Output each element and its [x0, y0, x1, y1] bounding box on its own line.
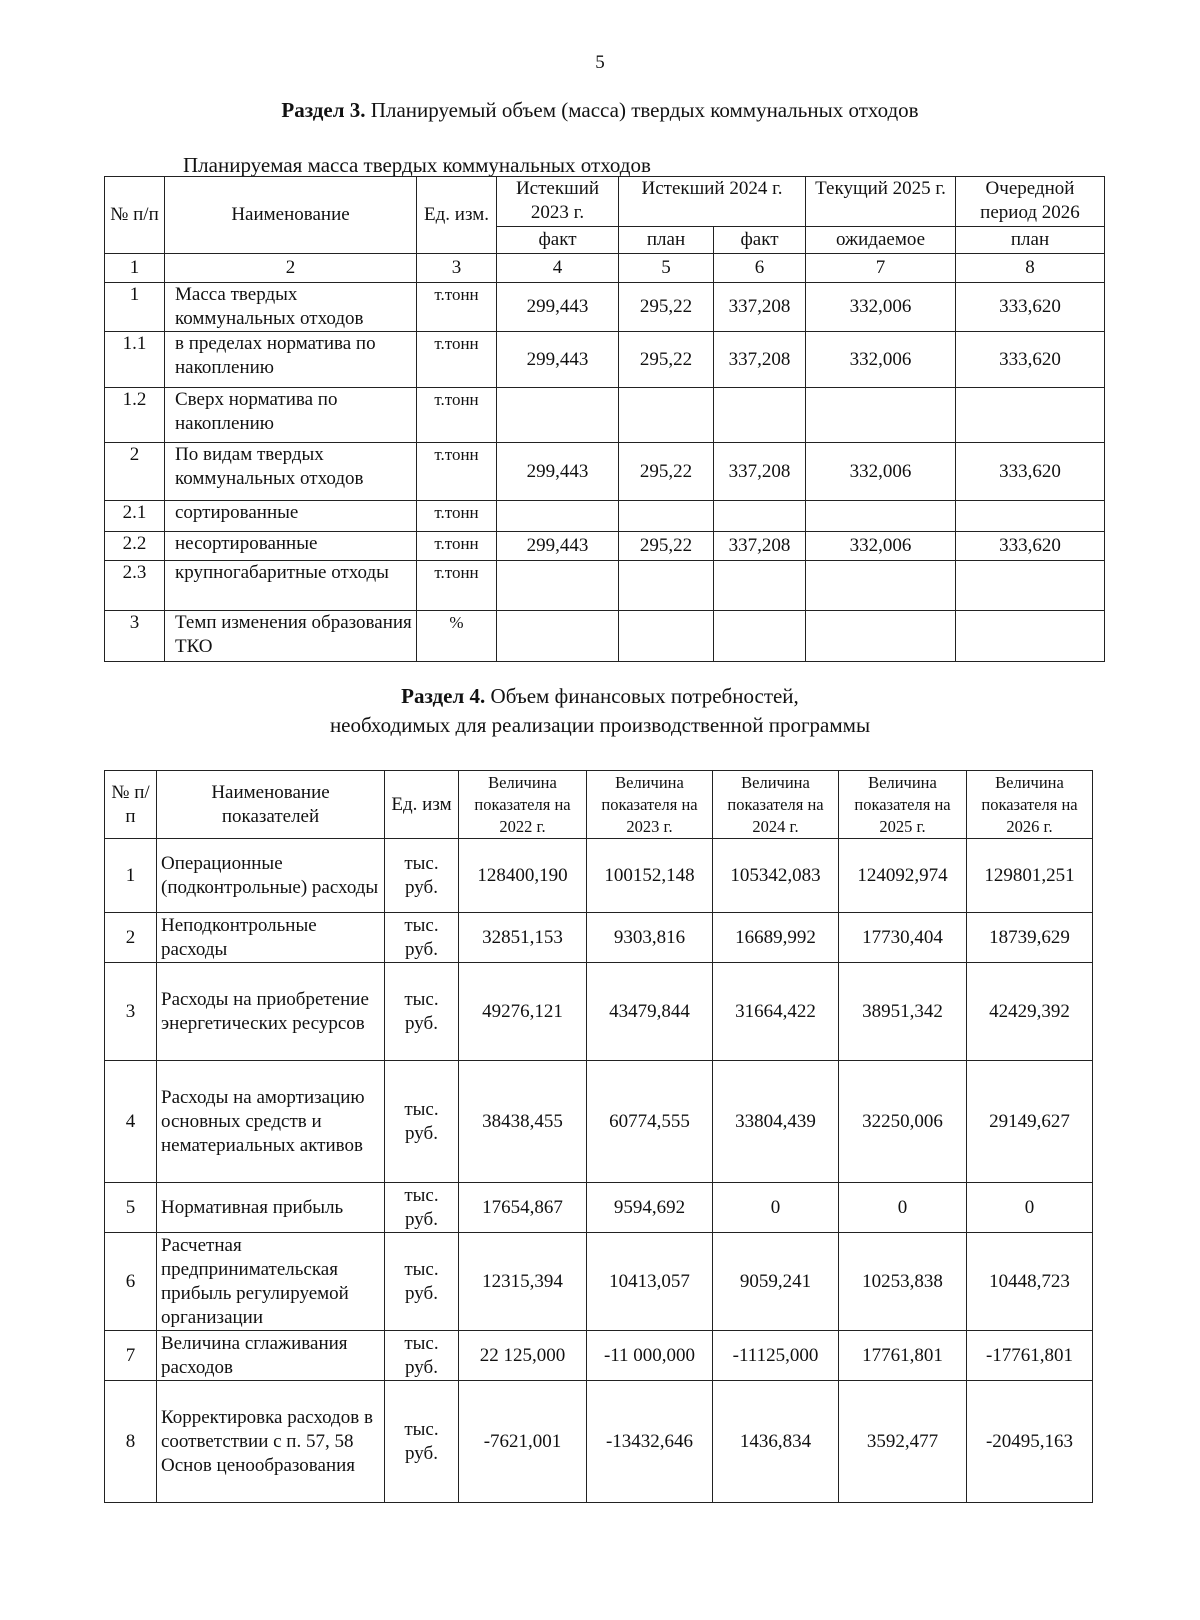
value-cell: 295,22 [619, 532, 714, 561]
header-2026: Очередной период 2026 [956, 177, 1105, 227]
row-num: 2 [105, 443, 165, 501]
row-unit: тыс. руб. [385, 1183, 459, 1233]
value-cell: 337,208 [714, 332, 806, 388]
row-num: 1 [105, 283, 165, 332]
value-cell: 333,620 [956, 443, 1105, 501]
col-number: 7 [806, 254, 956, 283]
header-year-2022: Величина показателя на 2022 г. [459, 771, 587, 839]
value-cell [714, 561, 806, 611]
value-cell: 124092,974 [839, 839, 967, 913]
header-year-2026: Величина показателя на 2026 г. [967, 771, 1093, 839]
value-cell [497, 561, 619, 611]
value-cell: -7621,001 [459, 1381, 587, 1503]
table-row [105, 332, 1105, 388]
value-cell: 10448,723 [967, 1233, 1093, 1331]
row-num: 7 [105, 1331, 157, 1381]
row-name: Расходы на приобретение энергетических ресурсов [157, 963, 385, 1061]
value-cell: 332,006 [806, 443, 956, 501]
value-cell: 38438,455 [459, 1061, 587, 1183]
row-name: Нормативная прибыль [157, 1183, 385, 1233]
row-unit: тыс. руб. [385, 1331, 459, 1381]
table-row [105, 963, 1093, 1061]
value-cell: 299,443 [497, 532, 619, 561]
value-cell [806, 388, 956, 443]
col-number: 3 [417, 254, 497, 283]
row-name: Расчетная предпринимательская прибыль регулируемой организации [157, 1233, 385, 1331]
row-num: 1 [105, 839, 157, 913]
row-num: 1.1 [105, 332, 165, 388]
row-unit: т.тонн [417, 501, 497, 532]
value-cell: 295,22 [619, 283, 714, 332]
value-cell: 33804,439 [713, 1061, 839, 1183]
value-cell: 100152,148 [587, 839, 713, 913]
page-number: 5 [595, 52, 605, 73]
header-2023: Истекший 2023 г. [497, 177, 619, 227]
row-num: 4 [105, 1061, 157, 1183]
value-cell: -20495,163 [967, 1381, 1093, 1503]
value-cell: 333,620 [956, 332, 1105, 388]
section4-label: Раздел 4. [401, 684, 486, 708]
col-number: 6 [714, 254, 806, 283]
header-year-2025: Величина показателя на 2025 г. [839, 771, 967, 839]
table-row [105, 611, 1105, 662]
row-num: 3 [105, 963, 157, 1061]
row-unit: тыс. руб. [385, 1061, 459, 1183]
value-cell [956, 561, 1105, 611]
value-cell [956, 611, 1105, 662]
value-cell: 42429,392 [967, 963, 1093, 1061]
table-row [105, 1061, 1093, 1183]
value-cell [714, 611, 806, 662]
value-cell: 38951,342 [839, 963, 967, 1061]
row-num: 2.2 [105, 532, 165, 561]
table-row [105, 913, 1093, 963]
header-2025: Текущий 2025 г. [806, 177, 956, 227]
row-num: 2.1 [105, 501, 165, 532]
value-cell [806, 611, 956, 662]
header-unit: Ед. изм. [417, 177, 497, 254]
header-unit: Ед. изм [385, 771, 459, 839]
value-cell: 332,006 [806, 283, 956, 332]
table-row [105, 443, 1105, 501]
value-cell: 9594,692 [587, 1183, 713, 1233]
section3-caption: Планируемая масса твердых коммунальных отходов [183, 153, 651, 177]
value-cell: 333,620 [956, 283, 1105, 332]
value-cell: 333,620 [956, 532, 1105, 561]
value-cell: 0 [713, 1183, 839, 1233]
value-cell [497, 611, 619, 662]
header-num: № п/п [105, 771, 157, 839]
header-num: № п/п [105, 177, 165, 254]
header-name: Наименование [165, 177, 417, 254]
row-unit: т.тонн [417, 388, 497, 443]
subheader-plan2: план [956, 227, 1105, 254]
row-name: Темп изменения образования ТКО [165, 611, 417, 662]
value-cell [619, 611, 714, 662]
value-cell: -11125,000 [713, 1331, 839, 1381]
row-unit: тыс. руб. [385, 1233, 459, 1331]
value-cell: 0 [839, 1183, 967, 1233]
value-cell: 332,006 [806, 532, 956, 561]
row-unit: тыс. руб. [385, 913, 459, 963]
value-cell: 29149,627 [967, 1061, 1093, 1183]
section3-heading [150, 98, 1050, 123]
header-2024: Истекший 2024 г. [619, 177, 806, 227]
value-cell: 43479,844 [587, 963, 713, 1061]
value-cell: 17761,801 [839, 1331, 967, 1381]
value-cell [619, 561, 714, 611]
table-row [105, 1183, 1093, 1233]
value-cell: 18739,629 [967, 913, 1093, 963]
row-name: в пределах норматива по накоплению [165, 332, 417, 388]
value-cell: 3592,477 [839, 1381, 967, 1503]
value-cell: 337,208 [714, 283, 806, 332]
value-cell: 105342,083 [713, 839, 839, 913]
value-cell: 32851,153 [459, 913, 587, 963]
value-cell [497, 388, 619, 443]
financial-needs-table [104, 770, 1093, 1503]
value-cell: 299,443 [497, 332, 619, 388]
col-number: 1 [105, 254, 165, 283]
row-name: сортированные [165, 501, 417, 532]
row-unit: т.тонн [417, 283, 497, 332]
row-name: несортированные [165, 532, 417, 561]
header-year-2024: Величина показателя на 2024 г. [713, 771, 839, 839]
col-number: 8 [956, 254, 1105, 283]
row-num: 1.2 [105, 388, 165, 443]
table-row [105, 561, 1105, 611]
header-year-2023: Величина показателя на 2023 г. [587, 771, 713, 839]
value-cell: 16689,992 [713, 913, 839, 963]
subheader-expected: ожидаемое [806, 227, 956, 254]
value-cell [619, 501, 714, 532]
row-num: 2.3 [105, 561, 165, 611]
row-name: крупногабаритные отходы [165, 561, 417, 611]
value-cell: 17654,867 [459, 1183, 587, 1233]
value-cell [714, 501, 806, 532]
value-cell: 295,22 [619, 332, 714, 388]
row-name: По видам твердых коммунальных отходов [165, 443, 417, 501]
value-cell [956, 501, 1105, 532]
value-cell: 1436,834 [713, 1381, 839, 1503]
subheader-fact2: факт [714, 227, 806, 254]
section3-title: Планируемый объем (масса) твердых коммунальных отходов [370, 98, 919, 122]
row-num: 5 [105, 1183, 157, 1233]
value-cell: 17730,404 [839, 913, 967, 963]
table-row [105, 1381, 1093, 1503]
row-unit: т.тонн [417, 332, 497, 388]
table-row [105, 1233, 1093, 1331]
row-num: 2 [105, 913, 157, 963]
section4-title-line1: Объем финансовых потребностей, [490, 684, 799, 708]
table-row [105, 283, 1105, 332]
value-cell: 129801,251 [967, 839, 1093, 913]
row-unit: тыс. руб. [385, 1381, 459, 1503]
section4-heading [150, 684, 1050, 709]
waste-mass-table [104, 176, 1105, 662]
col-number: 2 [165, 254, 417, 283]
value-cell: 49276,121 [459, 963, 587, 1061]
row-name: Корректировка расходов в соответствии с п. 57, 58 Основ ценообразования [157, 1381, 385, 1503]
value-cell [806, 501, 956, 532]
row-unit: т.тонн [417, 532, 497, 561]
value-cell: 10413,057 [587, 1233, 713, 1331]
column-number-row [105, 254, 1105, 283]
value-cell: 9059,241 [713, 1233, 839, 1331]
value-cell: -17761,801 [967, 1331, 1093, 1381]
row-name: Величина сглаживания расходов [157, 1331, 385, 1381]
value-cell: 128400,190 [459, 839, 587, 913]
section4-title-line2: необходимых для реализации производственной программы [329, 713, 871, 737]
value-cell [956, 388, 1105, 443]
row-name: Операционные (подконтрольные) расходы [157, 839, 385, 913]
value-cell [806, 561, 956, 611]
value-cell [497, 501, 619, 532]
row-num: 6 [105, 1233, 157, 1331]
table-row [105, 839, 1093, 913]
subheader-plan: план [619, 227, 714, 254]
row-name: Сверх норматива по накоплению [165, 388, 417, 443]
row-unit: тыс. руб. [385, 839, 459, 913]
value-cell: 337,208 [714, 443, 806, 501]
value-cell: 295,22 [619, 443, 714, 501]
value-cell: -11 000,000 [587, 1331, 713, 1381]
value-cell: -13432,646 [587, 1381, 713, 1503]
row-unit: т.тонн [417, 561, 497, 611]
row-unit: т.тонн [417, 443, 497, 501]
row-unit: % [417, 611, 497, 662]
value-cell [619, 388, 714, 443]
row-num: 8 [105, 1381, 157, 1503]
section3-label: Раздел 3. [281, 98, 366, 122]
value-cell: 299,443 [497, 283, 619, 332]
value-cell [714, 388, 806, 443]
value-cell: 60774,555 [587, 1061, 713, 1183]
table-row [105, 388, 1105, 443]
value-cell: 337,208 [714, 532, 806, 561]
value-cell: 0 [967, 1183, 1093, 1233]
table-row [105, 501, 1105, 532]
row-name: Неподконтрольные расходы [157, 913, 385, 963]
value-cell: 31664,422 [713, 963, 839, 1061]
value-cell: 9303,816 [587, 913, 713, 963]
col-number: 5 [619, 254, 714, 283]
row-num: 3 [105, 611, 165, 662]
table-row [105, 1331, 1093, 1381]
subheader-fact: факт [497, 227, 619, 254]
value-cell: 10253,838 [839, 1233, 967, 1331]
value-cell: 332,006 [806, 332, 956, 388]
table-row [105, 532, 1105, 561]
value-cell: 12315,394 [459, 1233, 587, 1331]
header-name: Наименование показателей [157, 771, 385, 839]
row-unit: тыс. руб. [385, 963, 459, 1061]
row-name: Расходы на амортизацию основных средств и нематериальных активов [157, 1061, 385, 1183]
value-cell: 32250,006 [839, 1061, 967, 1183]
col-number: 4 [497, 254, 619, 283]
value-cell: 22 125,000 [459, 1331, 587, 1381]
value-cell: 299,443 [497, 443, 619, 501]
row-name: Масса твердых коммунальных отходов [165, 283, 417, 332]
